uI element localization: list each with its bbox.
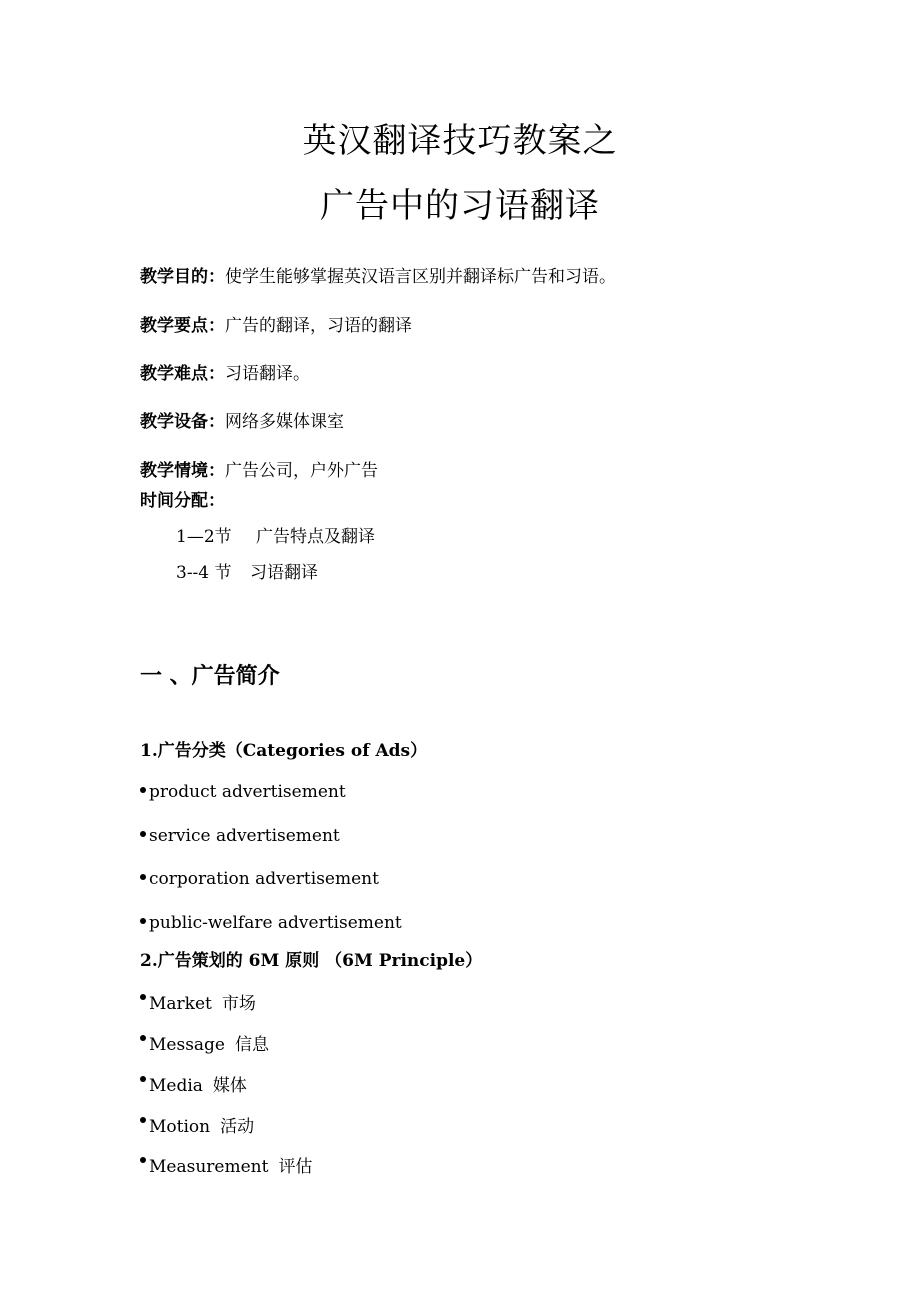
- meta-time-allocation: [140, 486, 225, 511]
- principle-zh: 评估: [278, 1157, 313, 1177]
- bullet-icon: [140, 1157, 146, 1163]
- schedule-topic: 广告特点及翻译: [256, 527, 375, 547]
- meta-value: 习语翻译。: [225, 364, 310, 384]
- meta-equipment: [140, 407, 344, 432]
- principle-en: Message: [149, 1035, 225, 1055]
- principle-en: Media: [149, 1076, 203, 1096]
- schedule-topic: 习语翻译: [250, 563, 318, 583]
- schedule-row: [176, 558, 318, 583]
- bullet-icon: [140, 1035, 146, 1041]
- document-title-line-1: 英汉翻译技巧教案之: [302, 121, 618, 161]
- meta-key-points: [140, 311, 412, 336]
- subheading-categories: 1.广告分类（Categories of Ads）: [140, 741, 428, 761]
- bullet-icon: [140, 874, 146, 880]
- principle-zh: 媒体: [212, 1076, 247, 1096]
- list-item: [140, 826, 340, 846]
- list-item: [140, 1030, 269, 1055]
- list-item-text: service advertisement: [149, 826, 340, 846]
- schedule-period: 1—2节: [176, 527, 232, 547]
- list-item: [140, 869, 379, 889]
- meta-value: 广告公司，户外广告: [225, 461, 378, 481]
- list-item: [140, 782, 346, 802]
- bullet-icon: [140, 787, 146, 793]
- list-item: [140, 913, 402, 933]
- subheading-6m-principle: 2.广告策划的 6M 原则 （6M Principle）: [140, 951, 483, 971]
- bullet-icon: [140, 918, 146, 924]
- bullet-icon: [140, 994, 146, 1000]
- list-item-text: public-welfare advertisement: [149, 913, 402, 933]
- bullet-icon: [140, 1117, 146, 1123]
- meta-label: 教学设备：: [140, 412, 225, 432]
- document-title-line-2: 广告中的习语翻译: [320, 186, 600, 226]
- meta-label: 时间分配：: [140, 491, 225, 511]
- meta-label: 教学目的：: [140, 267, 225, 287]
- bullet-icon: [140, 1076, 146, 1082]
- principle-en: Market: [149, 994, 212, 1014]
- list-item: [140, 989, 256, 1014]
- section-heading-ad-intro: 一 、广告简介: [140, 663, 280, 689]
- list-item: [140, 1152, 312, 1177]
- principle-zh: 活动: [220, 1117, 255, 1137]
- meta-value: 广告的翻译，习语的翻译: [225, 316, 412, 336]
- principle-en: Measurement: [149, 1157, 269, 1177]
- meta-label: 教学难点：: [140, 364, 225, 384]
- meta-value: 使学生能够掌握英汉语言区别并翻译标广告和习语。: [225, 267, 616, 287]
- list-item-text: product advertisement: [149, 782, 346, 802]
- principle-zh: 信息: [235, 1035, 269, 1055]
- list-item-text: corporation advertisement: [149, 869, 379, 889]
- list-item: [140, 1071, 247, 1096]
- schedule-row: [176, 522, 375, 547]
- meta-label: 教学要点：: [140, 316, 225, 336]
- principle-zh: 市场: [221, 994, 256, 1014]
- meta-difficulties: [140, 359, 310, 384]
- meta-value: 网络多媒体课室: [225, 412, 344, 432]
- meta-label: 教学情境：: [140, 461, 225, 481]
- meta-context: [140, 456, 378, 481]
- bullet-icon: [140, 831, 146, 837]
- list-item: [140, 1112, 254, 1137]
- principle-en: Motion: [149, 1117, 211, 1137]
- schedule-period: 3--4 节: [176, 563, 232, 583]
- meta-objective: [140, 262, 616, 287]
